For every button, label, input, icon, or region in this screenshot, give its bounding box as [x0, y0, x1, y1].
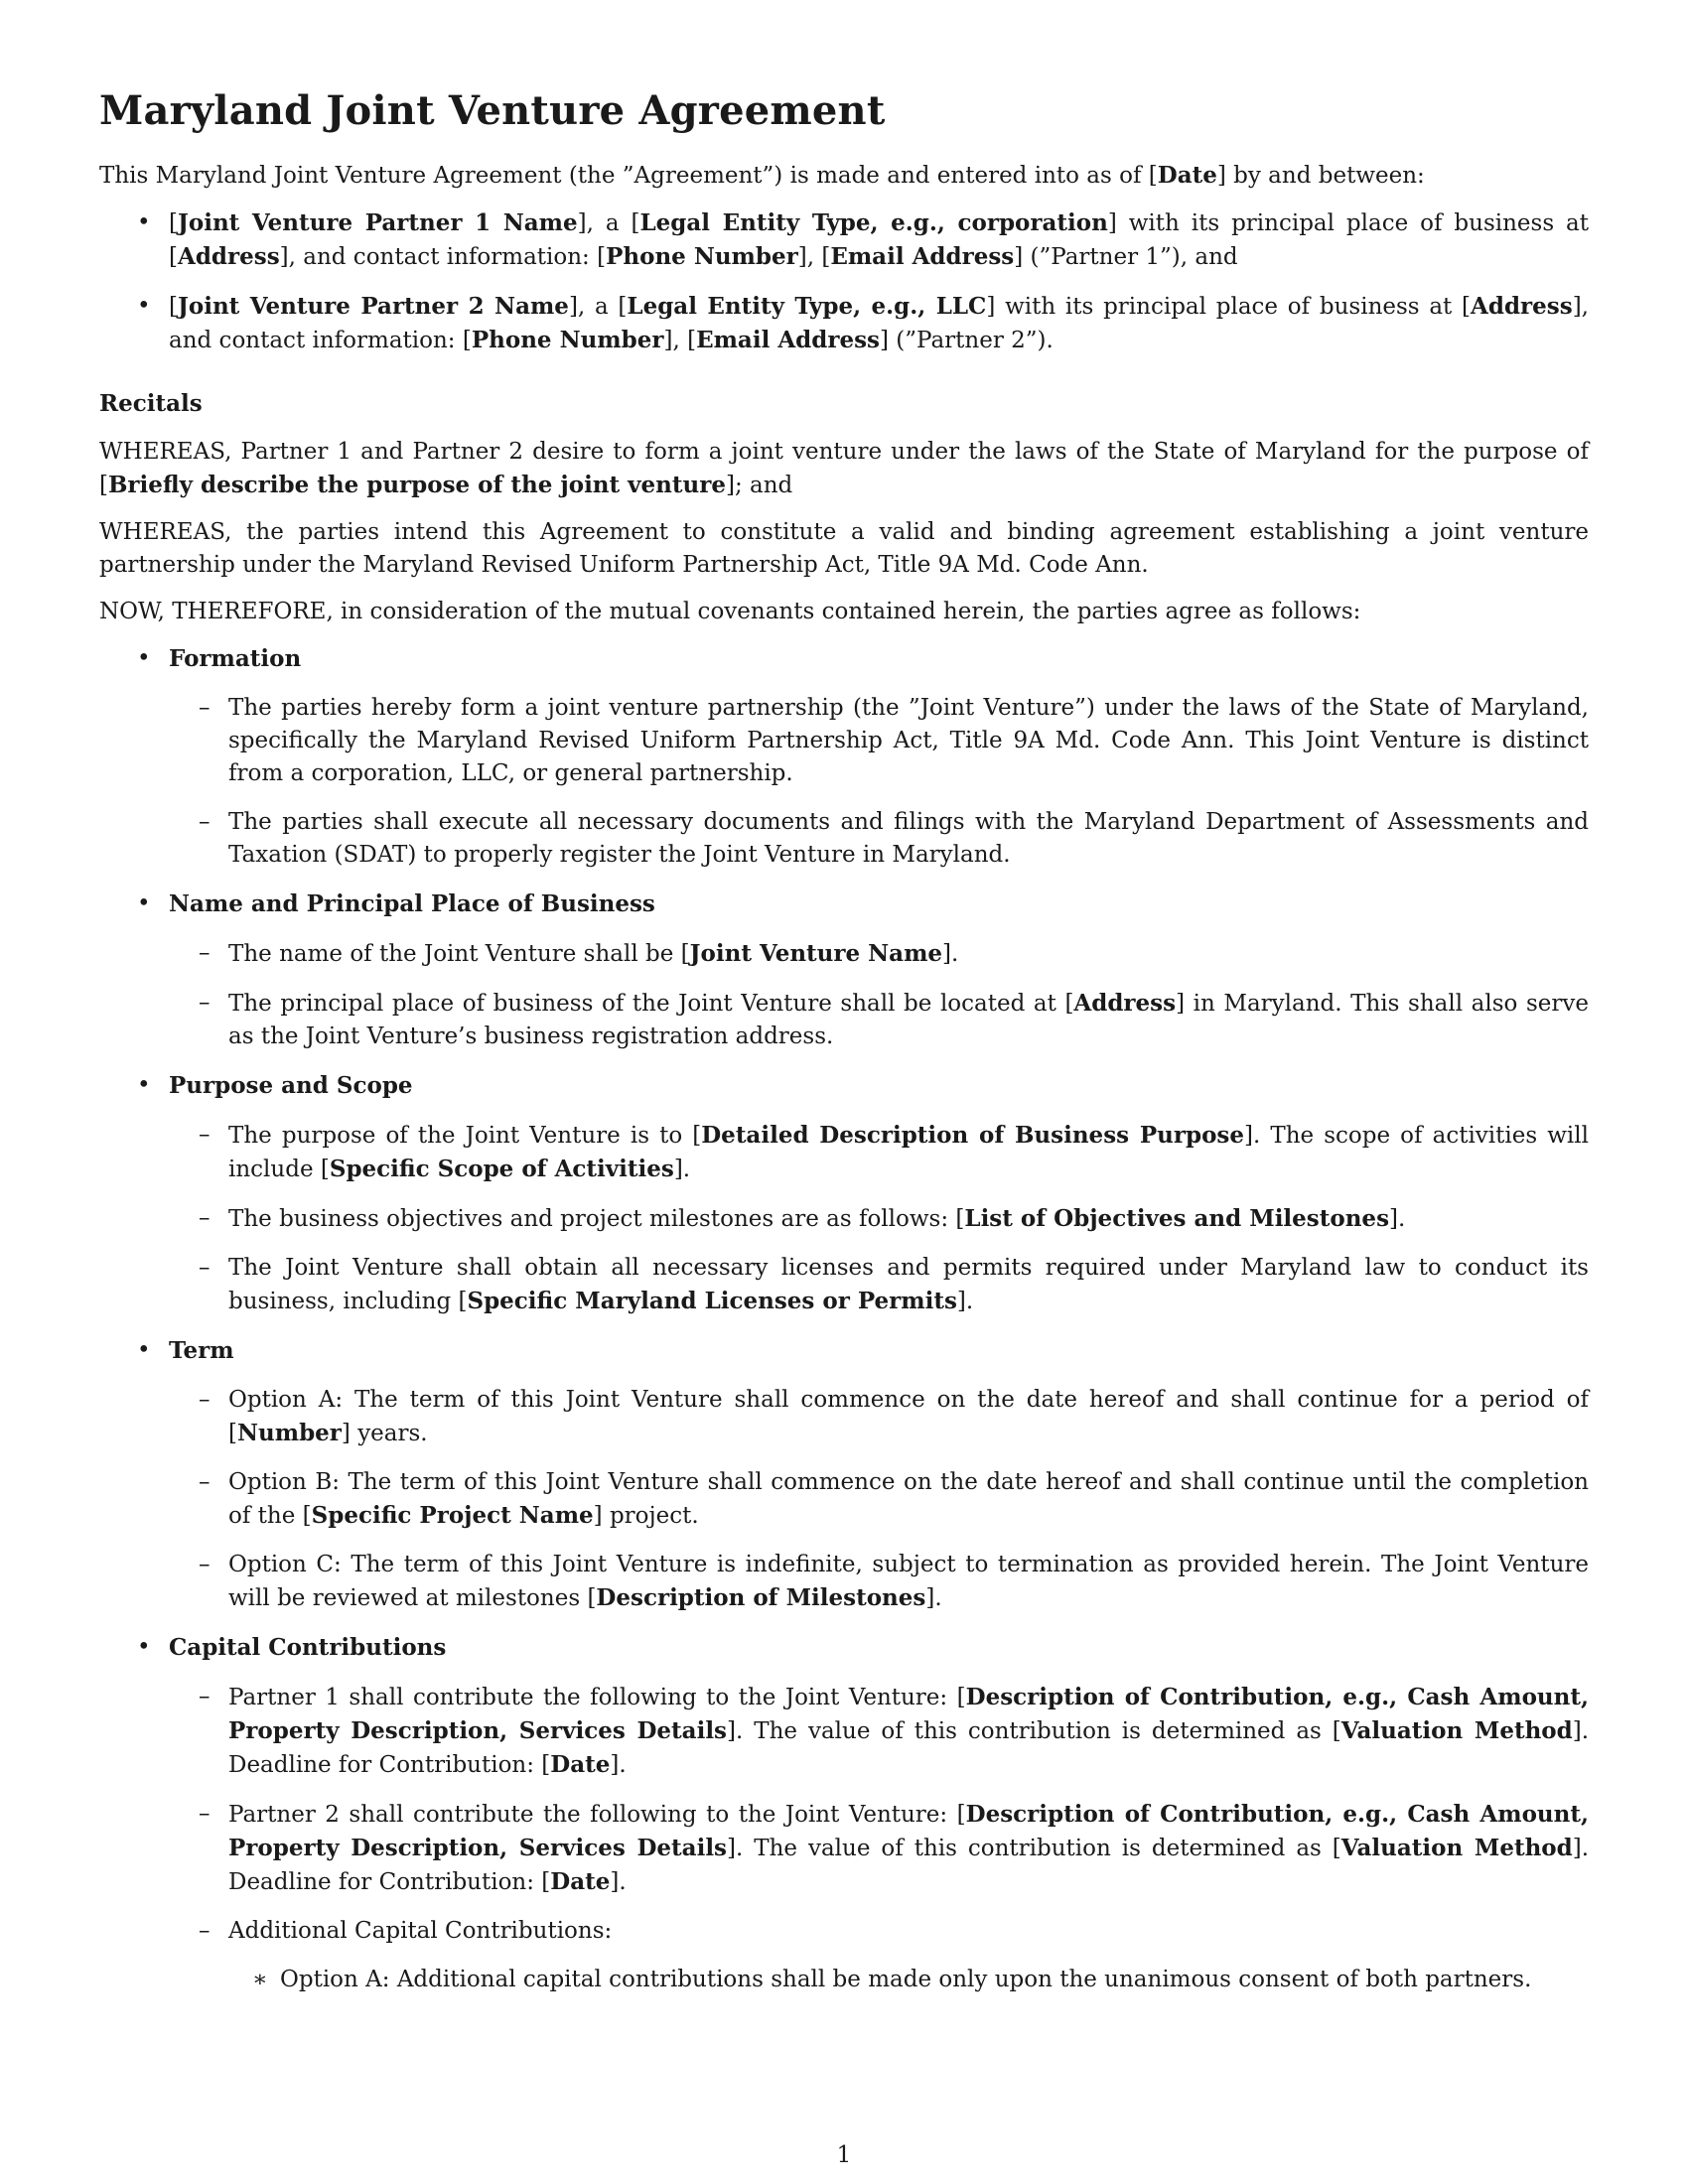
- recital-2: WHEREAS, the parties intend this Agreement to constitute a valid and binding agreement establishing a joint venture partnership under the Maryland Revised Uniform Partnership Act, Title 9A Md. Code Ann.: [99, 519, 1589, 578]
- sections-list: [99, 642, 1589, 1996]
- list-item: – The parties shall execute all necessary documents and filings with the Maryland Department of Assessments and Taxation (SDAT) to properly register the Joint Venture in Maryland.: [169, 806, 1589, 872]
- list-item: – The principal place of business of the Joint Venture shall be located at [Address] in Maryland. This shall also serve as the Joint Venture’s business registration address.: [169, 987, 1589, 1053]
- section-term: [99, 1334, 1589, 1615]
- section-formation: [99, 642, 1589, 872]
- section-title: Capital Contributions: [169, 1634, 447, 1661]
- list-item: – Partner 2 shall contribute the following to the Joint Venture: [Description of Contribution, e.g., Cash Amount, Property Description, Services Details]. The value of this contribution is determined as [Valuation Method]. Deadline for Contribution: [Date].: [169, 1798, 1589, 1899]
- recital-1: WHEREAS, Partner 1 and Partner 2 desire to form a joint venture under the laws of the State of Maryland for the purpose of [Briefly describe the purpose of the joint venture]; and: [99, 439, 1589, 498]
- section-title: Name and Principal Place of Business: [169, 890, 655, 917]
- recital-3: NOW, THEREFORE, in consideration of the mutual covenants contained herein, the parties agree as follows:: [99, 599, 1361, 624]
- recitals-heading: Recitals: [99, 390, 203, 417]
- intro-paragraph: This Maryland Joint Venture Agreement (the ”Agreement”) is made and entered into as of [Date] by and between:: [99, 162, 1425, 189]
- section-title: Formation: [169, 645, 302, 672]
- list-item: – Option C: The term of this Joint Venture is indefinite, subject to termination as provided herein. The Joint Venture will be reviewed at milestones [Description of Milestones].: [169, 1549, 1589, 1615]
- page-number: 1: [836, 2142, 852, 2168]
- section-title: Purpose and Scope: [169, 1072, 413, 1099]
- list-item: – The Joint Venture shall obtain all necessary licenses and permits required under Maryland law to conduct its business, including [Specific Maryland Licenses or Permits].: [169, 1252, 1589, 1318]
- list-item: – The purpose of the Joint Venture is to [Detailed Description of Business Purpose]. The scope of activities will include [Specific Scope of Activities].: [169, 1119, 1589, 1186]
- parties-list: [99, 206, 1589, 357]
- document-page: [99, 89, 1589, 2012]
- list-item: – The parties hereby form a joint venture partnership (the ”Joint Venture”) under the laws of the State of Maryland, specifically the Maryland Revised Uniform Partnership Act, Title 9A Md. Code Ann. This Joint Venture is distinct from a corporation, LLC, or general partnership.: [169, 692, 1589, 790]
- list-item: – Additional Capital Contributions: ∗ Option A: Additional capital contributions shall be made only upon the unanimous consent of both partners.: [169, 1915, 1589, 1996]
- section-purpose: [99, 1069, 1589, 1318]
- party-1: • [Joint Venture Partner 1 Name], a [Legal Entity Type, e.g., corporation] with its principal place of business at [Address], and contact information: [Phone Number], [Email Address] (”Partner 1”), and: [99, 206, 1589, 274]
- list-item: – Option B: The term of this Joint Venture shall commence on the date hereof and shall continue until the completion of the [Specific Project Name] project.: [169, 1466, 1589, 1533]
- party-2: • [Joint Venture Partner 2 Name], a [Legal Entity Type, e.g., LLC] with its principal place of business at [Address], and contact information: [Phone Number], [Email Address] (”Partner 2”).: [99, 290, 1589, 357]
- section-capital: [99, 1631, 1589, 1996]
- list-item: – The business objectives and project milestones are as follows: [List of Objectives and Milestones].: [169, 1202, 1589, 1236]
- section-name-place: [99, 887, 1589, 1053]
- list-item: – The name of the Joint Venture shall be [Joint Venture Name].: [169, 937, 1589, 971]
- list-item: – Option A: The term of this Joint Venture shall commence on the date hereof and shall continue for a period of [Number] years.: [169, 1384, 1589, 1450]
- list-item: – Partner 1 shall contribute the following to the Joint Venture: [Description of Contribution, e.g., Cash Amount, Property Description, Services Details]. The value of this contribution is determined as [Valuation Method]. Deadline for Contribution: [Date].: [169, 1681, 1589, 1782]
- list-item: ∗ Option A: Additional capital contributions shall be made only upon the unanimous consent of both partners.: [228, 1964, 1589, 1996]
- section-title: Term: [169, 1337, 234, 1364]
- document-title: Maryland Joint Venture Agreement: [99, 87, 886, 134]
